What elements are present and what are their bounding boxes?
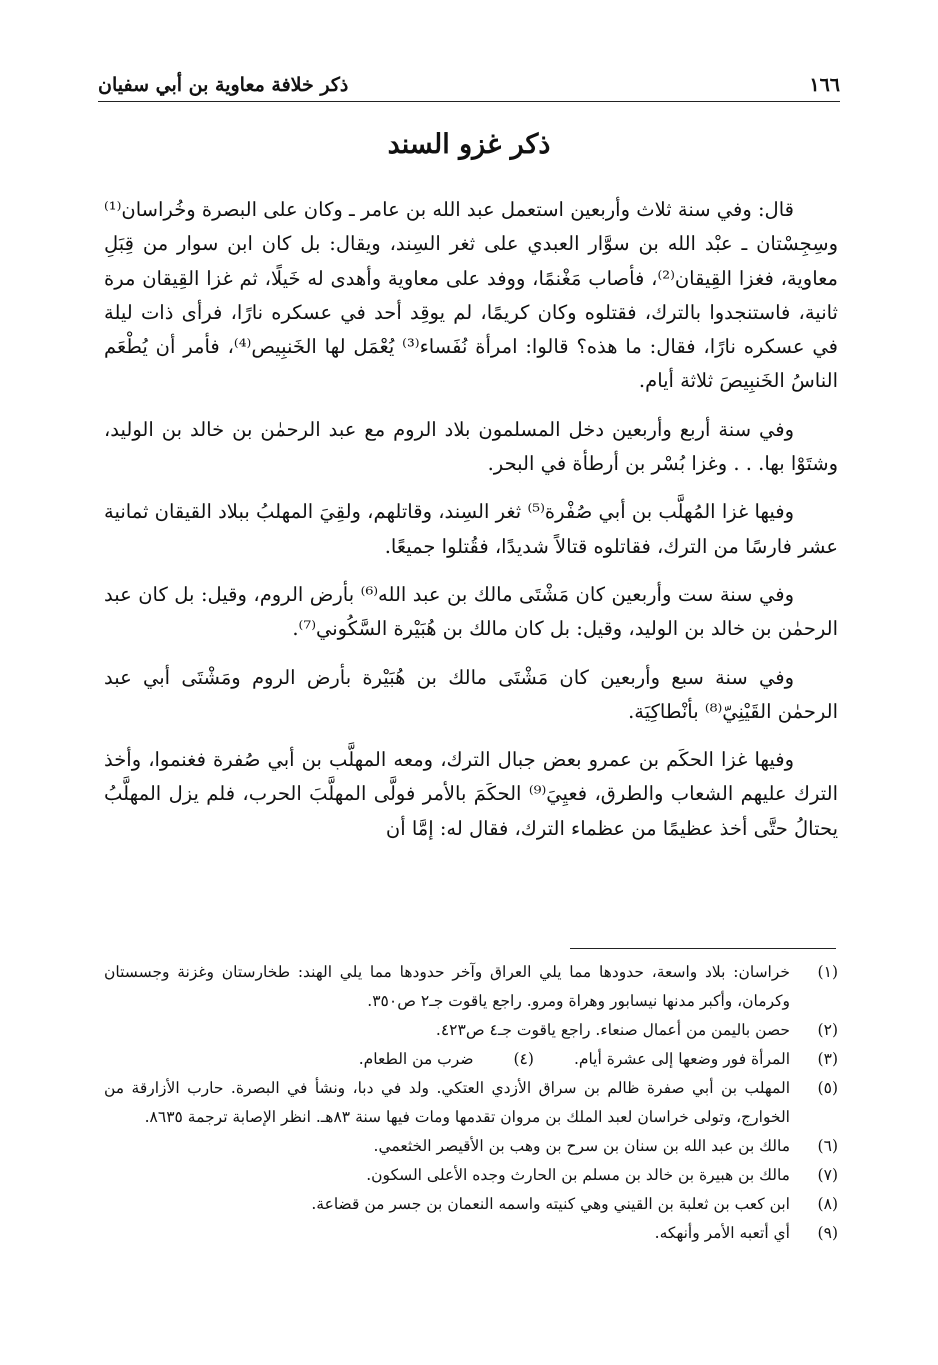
footnote-number: (٧): [817, 1166, 838, 1184]
paragraph: وفي سنة ست وأربعين كان مَشْتَى مالك بن عبد الله⁽⁶⁾ بأرض الروم، وقيل: بل كان عبد الرحمٰن بن خالد بن الوليد، وقيل: بل كان مالك بن هُبَيْرة السَّكُوني⁽⁷⁾.: [104, 582, 838, 641]
footnote-number: (٢): [817, 1021, 838, 1039]
paragraph: وفي سنة سبع وأربعين كان مَشْتَى مالك بن هُبَيْرة بأرض الروم ومَشْتَى أبي عبد الرحمٰن القَيْنِيّ⁽⁸⁾ بأنْطاكِيَة.: [104, 665, 838, 723]
footnote-rule: [570, 948, 836, 949]
footnote-pair: [104, 1045, 790, 1074]
footnotes: [104, 958, 838, 1248]
footnote-text: خراسان: بلاد واسعة، حدودها مما يلي العراق وآخر حدودها مما يلي الهند: طخارستان وغزنة وجسستان وكرمان، وأكبر مدنها نيسابور وهراة ومرو. راجع ياقوت جـ٢ ص٣٥٠.: [104, 963, 790, 1010]
footnote-number: (٣): [817, 1050, 838, 1068]
footnote-item: [104, 1045, 838, 1074]
footnote-text: مالك بن هبيرة بن خالد بن مسلم بن الحارث وجده الأعلى السكون.: [366, 1166, 790, 1184]
footnote-text: المرأة فور وضعها إلى عشرة أيام.: [573, 1050, 790, 1068]
footnote-number: (٦): [817, 1137, 838, 1155]
footnote-item: [104, 1074, 838, 1132]
footnote-text: المهلب بن أبي صفرة ظالم بن سراق الأزدي العتكي. ولد في دبا، ونشأ في البصرة. حارب الأزارقة من الخوارج، وتولى خراسان لعبد الملك بن مروان تقدمها ومات فيها سنة ٨٣هـ. انظر الإصابة ترجمة ٨٦٣٥.: [104, 1079, 790, 1126]
footnote-number: (٥): [817, 1079, 838, 1097]
header-rule: [98, 101, 840, 102]
paragraph: قال: وفي سنة ثلاث وأربعين استعمل عبد الله بن عامر ـ وكان على البصرة وخُراسان⁽¹⁾ وسِجِسْتان ـ عبْد الله بن سوَّار العبدي على ثغر السِند، ويقال: بل كان ابن سوار من قِبَلِ معاوية، فغزا القِيقان⁽²⁾، فأصاب مَغْنمًا، ووفد على معاوية وأهدى له خَيلًا، ثم غزا القِيقان مرة ثانية، فاستنجدوا بالترك، فقتلوه وكان كريمًا، لم يوقِد أحد في عسكره نارًا، فرأى ذات ليلة في عسكره نارًا، فقال: ما هذه؟ قالوا: امرأة نُفَساء⁽³⁾ يُعْمَل لها الخَنبِيص⁽⁴⁾، فأمر أن يُطْعَم الناسُ الخَنبِيصَ ثلاثة أيام.: [104, 198, 838, 393]
page-number: ١٦٦: [809, 74, 840, 96]
footnote-number: (٤): [513, 1050, 534, 1068]
paragraph: وفيها غزا المُهلَّب بن أبي صُفْرة⁽⁵⁾ ثغر السِند، وقاتلهم، ولقِيَ المهلبُ ببلاد القيقان ثمانية عشر فارسًا من الترك، فقاتلوه قتالاً شديدًا، فقُتلوا جميعًا.: [104, 500, 838, 558]
footnote-text: أي أتعبه الأمر وأنهكه.: [654, 1224, 790, 1242]
running-title: ذكر خلافة معاوية بن أبي سفيان: [98, 74, 349, 96]
running-header: [98, 66, 840, 96]
footnote-item: [104, 1190, 838, 1219]
paragraph: وفي سنة أربع وأربعين دخل المسلمون بلاد الروم مع عبد الرحمٰن بن خالد بن الوليد، وشتَوْا بها. . . وغزا بُسْر بن أرطأة في البحر.: [104, 417, 838, 476]
footnote-item: [104, 1219, 838, 1248]
chapter-title: ذكر غزو السند: [387, 129, 551, 160]
footnote-text: ابن كعب بن ثعلبة بن القيني وهي كنيته واسمه النعمان بن جسر من قضاعة.: [311, 1195, 790, 1213]
main-text: [104, 193, 838, 860]
footnote-number: (٩): [817, 1224, 838, 1242]
footnote-text: مالك بن عبد الله بن سنان بن سرح بن وهب بن الأقيصر الخثعمي.: [373, 1137, 790, 1155]
footnote-text: ضرب من الطعام.: [358, 1050, 474, 1068]
footnote-item: [104, 1016, 838, 1045]
footnote-number: (١): [817, 963, 838, 981]
footnote-number: (٨): [817, 1195, 838, 1213]
footnote-item: [104, 1132, 838, 1161]
footnote-item: [104, 1161, 838, 1190]
footnote-item: [104, 958, 838, 1016]
paragraph: وفيها غزا الحكَم بن عمرو بعض جبال الترك، ومعه المهلَّب بن أبي صُفرة فغنموا، وأخذ الترك عليهم الشعاب والطرق، فعيِيَ⁽⁹⁾ الحكَمَ بالأمر فولَّى المهلَّبَ الحرب، فلم يزل المهلَّبُ يحتالُ حتَّى أخذ عظيمًا من عظماء الترك، فقال له: إمَّا أن: [104, 748, 838, 840]
footnote-text: حصن باليمن من أعمال صنعاء. راجع ياقوت جـ٤ ص٤٢٣.: [435, 1021, 790, 1039]
